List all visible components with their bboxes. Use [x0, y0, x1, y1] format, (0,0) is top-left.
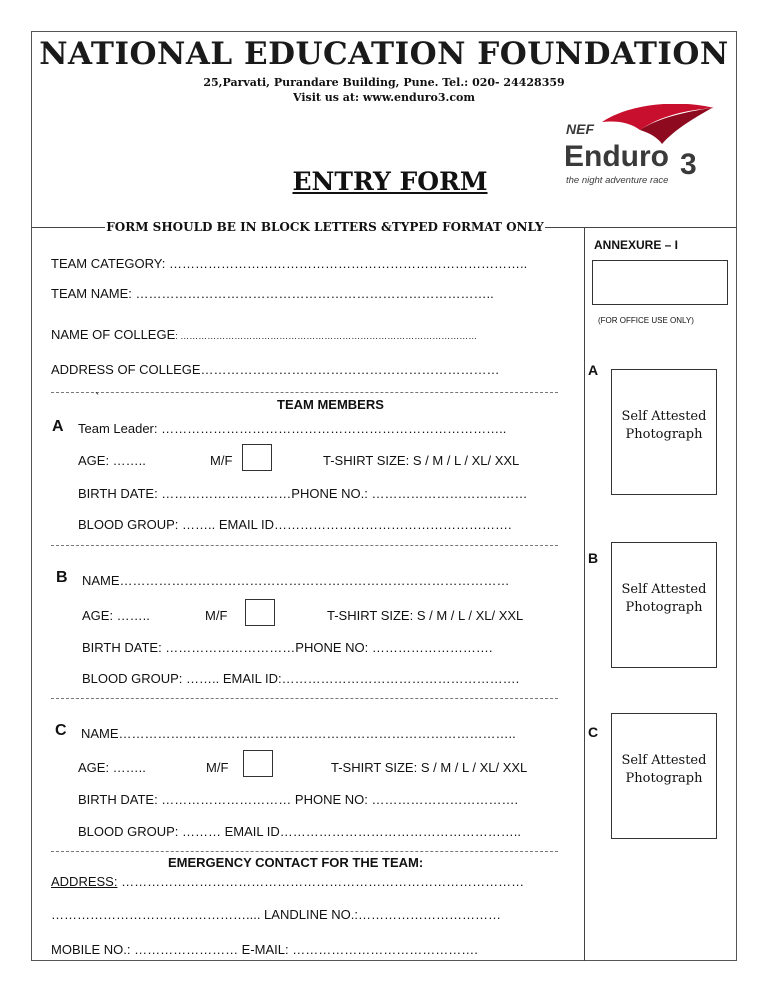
college-name-label: NAME OF COLLEGE [51, 327, 176, 342]
member-c-blood-email-field[interactable]: BLOOD GROUP: ……… EMAIL ID……………………………………………….. [78, 824, 521, 839]
org-name: NATIONAL EDUCATION FOUNDATION [39, 36, 729, 72]
photo-a-text-2: Photograph [625, 427, 703, 442]
member-c-mf-label: M/F [206, 760, 229, 775]
member-c-age-field[interactable]: AGE: …….. [78, 760, 146, 775]
member-b-blood-email-field[interactable]: BLOOD GROUP: …….. EMAIL ID:………………………………………………. [82, 671, 520, 686]
svg-text:Enduro: Enduro [564, 140, 669, 173]
photo-box-b[interactable] [611, 542, 717, 668]
photo-b-letter: B [588, 550, 599, 566]
member-b-letter: B [56, 569, 68, 586]
member-c-name-field[interactable]: NAME……………………………………………………………………………….. [81, 726, 516, 741]
divider-team [51, 392, 558, 393]
photo-c-text-2: Photograph [625, 771, 703, 786]
member-b-birth-phone-field[interactable]: BIRTH DATE: …………………………PHONE NO: ………………………. [82, 640, 493, 655]
member-b-age-field[interactable]: AGE: …….. [82, 608, 150, 623]
address-line: 25,Parvati, Purandare Building, Pune. Tel.: 020- 24428359 [203, 76, 565, 89]
form-title: ENTRY FORM [292, 167, 488, 196]
photo-b-text-1: Self Attested [621, 582, 707, 597]
photo-a-text-1: Self Attested [621, 409, 707, 424]
divider-a [51, 545, 558, 546]
member-a-mf-label: M/F [210, 453, 233, 468]
emergency-landline-field[interactable]: ……………………………………….... LANDLINE NO.:…………………………… [51, 907, 501, 922]
college-address-field[interactable]: ADDRESS OF COLLEGE…………………………………………………………… [51, 362, 500, 377]
member-b-mf-label: M/F [205, 608, 228, 623]
emergency-heading: EMERGENCY CONTACT FOR THE TEAM: [168, 855, 424, 870]
team-members-heading: TEAM MEMBERS [277, 397, 384, 412]
member-c-birth-phone-field[interactable]: BIRTH DATE: ………………………… PHONE NO: ……………………………. [78, 792, 519, 807]
emergency-address-field[interactable] [51, 874, 524, 889]
block-letters-notice: FORM SHOULD BE IN BLOCK LETTERS &TYPED FORMAT ONLY [106, 220, 544, 234]
team-name-field[interactable]: TEAM NAME: ……………………………………………………………………….. [51, 286, 494, 301]
emergency-address-label: ADDRESS: [51, 874, 118, 889]
tick-mark: ` [95, 390, 100, 405]
emergency-mobile-email-field[interactable]: MOBILE NO.: …………………… E-MAIL: ……………………………………. [51, 942, 478, 957]
photo-a-letter: A [588, 362, 599, 378]
photo-c-letter: C [588, 724, 599, 740]
member-a-mf-box[interactable] [242, 444, 272, 471]
svg-text:3: 3 [680, 148, 697, 181]
member-a-age-field[interactable]: AGE: …….. [78, 453, 146, 468]
member-c-letter: C [55, 722, 67, 739]
photo-box-c[interactable] [611, 713, 717, 839]
photo-c-text-1: Self Attested [621, 753, 707, 768]
member-a-blood-email-field[interactable]: BLOOD GROUP: …….. EMAIL ID………………………………………………. [78, 517, 512, 532]
divider-c [51, 851, 558, 852]
member-c-mf-box[interactable] [243, 750, 273, 777]
college-name-dots: : ……………………………………………………………………………………… [175, 331, 478, 341]
college-name-field[interactable] [51, 327, 477, 342]
team-category-field[interactable]: TEAM CATEGORY: ……………………………………………………………………….. [51, 256, 528, 271]
photo-box-a[interactable] [611, 369, 717, 495]
member-a-name-field[interactable]: Team Leader: …………………………………………………………………….. [78, 421, 507, 436]
member-a-birth-phone-field[interactable]: BIRTH DATE: …………………………PHONE NO.: ……………………………… [78, 486, 528, 501]
member-b-mf-box[interactable] [245, 599, 275, 626]
member-a-letter: A [52, 418, 64, 435]
annexure-label: ANNEXURE – I [594, 238, 679, 252]
member-b-name-field[interactable]: NAME……………………………………………………………………………… [82, 573, 510, 588]
office-use-box [592, 260, 728, 305]
column-divider [584, 227, 585, 961]
svg-text:the night adventure race: the night adventure race [566, 175, 669, 186]
member-c-tshirt-field[interactable]: T-SHIRT SIZE: S / M / L / XL/ XXL [331, 760, 528, 775]
website-line: Visit us at: www.enduro3.com [292, 91, 476, 104]
emergency-address-dots: ………………………………………………………………………………… [117, 874, 525, 889]
member-b-tshirt-field[interactable]: T-SHIRT SIZE: S / M / L / XL/ XXL [327, 608, 524, 623]
member-a-tshirt-field[interactable]: T-SHIRT SIZE: S / M / L / XL/ XXL [323, 453, 520, 468]
office-use-note: (FOR OFFICE USE ONLY) [598, 316, 694, 325]
photo-b-text-2: Photograph [625, 600, 703, 615]
svg-text:NEF: NEF [566, 121, 594, 137]
divider-b [51, 698, 558, 699]
